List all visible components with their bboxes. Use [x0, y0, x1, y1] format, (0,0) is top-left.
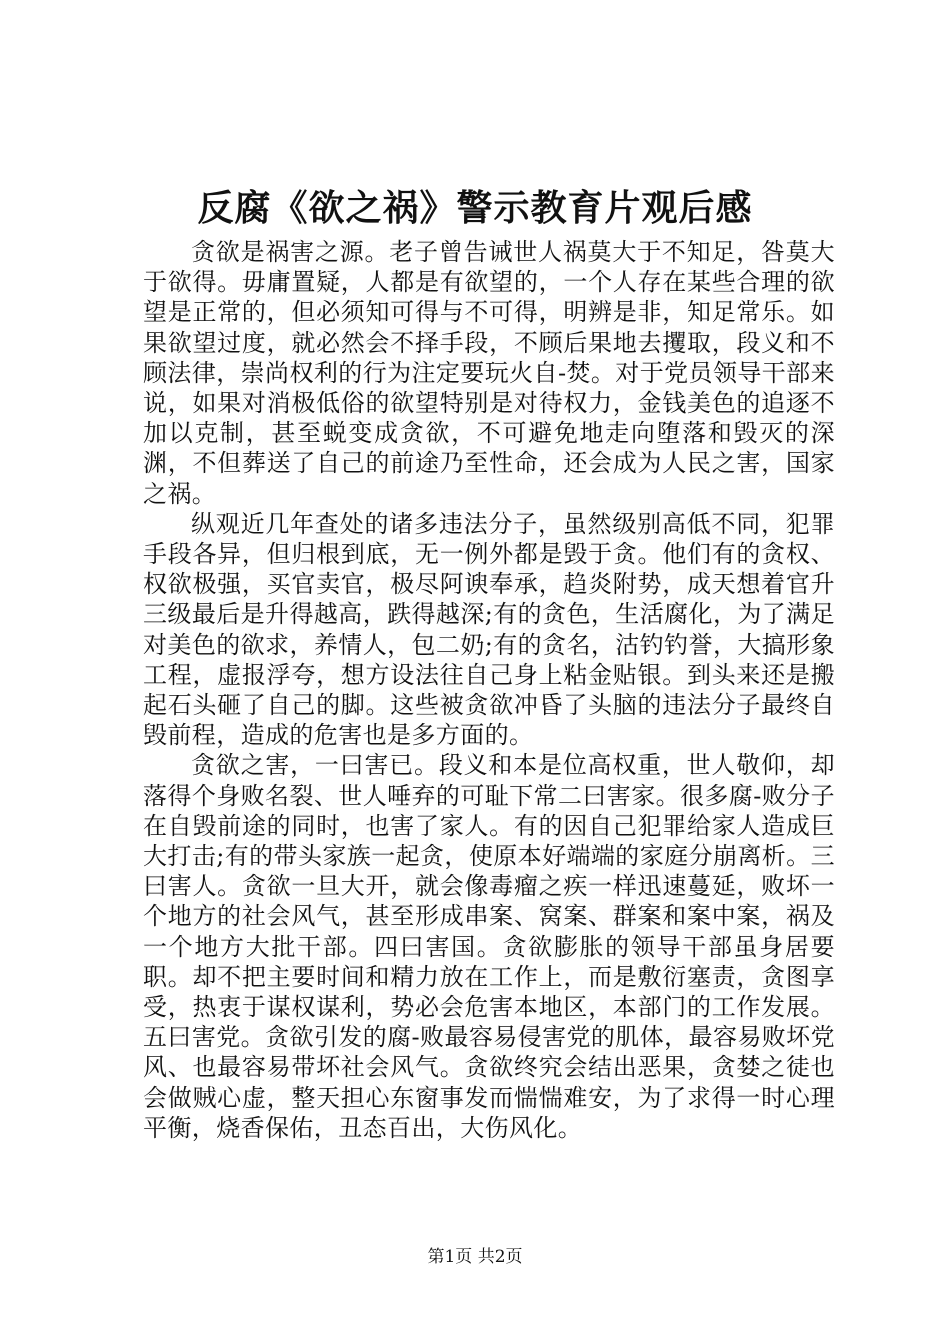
- document-title: 反腐《欲之祸》警示教育片观后感: [197, 187, 753, 229]
- paragraph-2: 纵观近几年查处的诸多违法分子，虽然级别高低不同，犯罪手段各异，但归根到底，无一例外都是毁于贪。他们有的贪权、权欲极强，买官卖官，极尽阿谀奉承，趋炎附势，成天想着官升三级最后是升得越高，跌得越深;有的贪色，生活腐化，为了满足对美色的欲求，养情人，包二奶;有的贪名，沽钓钓誉，大搞形象工程，虚报浮夸，想方设法往自己身上粘金贴银。到头来还是搬起石头砸了自己的脚。这些被贪欲冲昏了头脑的违法分子最终自毁前程，造成的危害也是多方面的。: [143, 509, 835, 750]
- paragraph-3: 贪欲之害，一曰害已。段义和本是位高权重，世人敬仰，却落得个身败名裂、世人唾弃的可耻下常二曰害家。很多腐-败分子在自毁前途的同时，也害了家人。有的因自己犯罪给家人造成巨大打击;有的带头家族一起贪，使原本好端端的家庭分崩离析。三曰害人。贪欲一旦大开，就会像毒瘤之疾一样迅速蔓延，败坏一个地方的社会风气，甚至形成串案、窝案、群案和案中案，祸及一个地方大批干部。四曰害国。贪欲膨胀的领导干部虽身居要职。却不把主要时间和精力放在工作上，而是敷衍塞责，贪图享受，热衷于谋权谋利，势必会危害本地区，本部门的工作发展。五曰害党。贪欲引发的腐-败最容易侵害党的肌体，最容易败坏党风、也最容易带坏社会风气。贪欲终究会结出恶果，贪婪之徒也会做贼心虚，整天担心东窗事发而惴惴难安，为了求得一时心理平衡，烧香保佑，丑态百出，大伤风化。: [143, 751, 835, 1142]
- document-body: [143, 237, 835, 1143]
- paragraph-1: 贪欲是祸害之源。老子曾告诫世人祸莫大于不知足，咎莫大于欲得。毋庸置疑，人都是有欲望的，一个人存在某些合理的欲望是正常的，但必须知可得与不可得，明辨是非，知足常乐。如果欲望过度，就必然会不择手段，不顾后果地去攫取，段义和不顾法律，崇尚权利的行为注定要玩火自-焚。对于党员领导干部来说，如果对消极低俗的欲望特别是对待权力，金钱美色的追逐不加以克制，甚至蜕变成贪欲，不可避免地走向堕落和毁灭的深渊，不但葬送了自己的前途乃至性命，还会成为人民之害，国家之祸。: [143, 238, 835, 508]
- page-footer: 第1页 共2页: [427, 1247, 523, 1267]
